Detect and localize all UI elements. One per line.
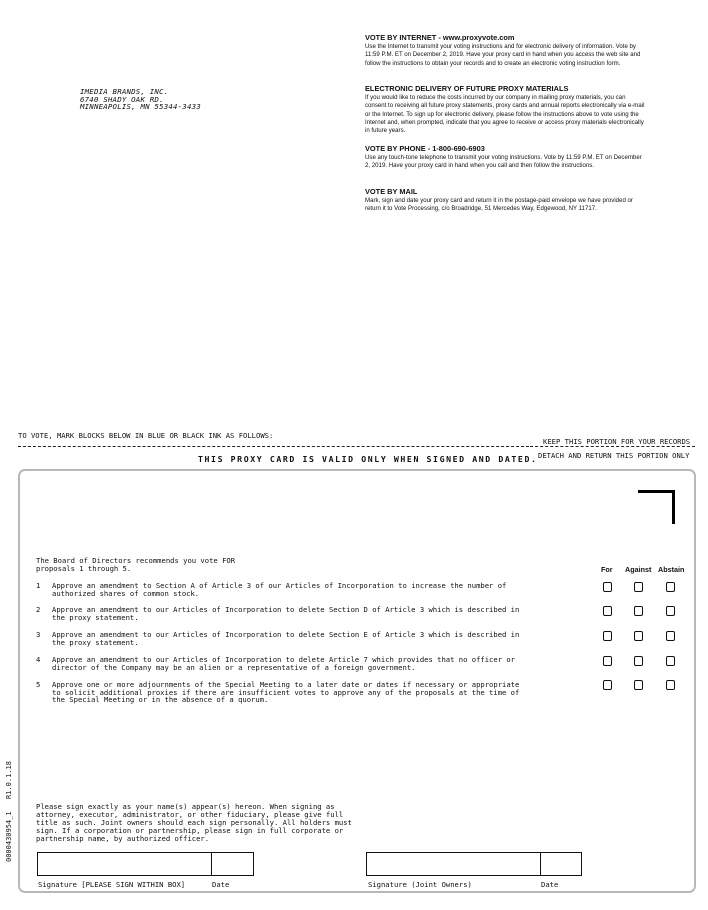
joint-signature-box[interactable]	[366, 852, 541, 876]
vote-mail-title: VOTE BY MAIL	[365, 187, 418, 196]
revision-code: R1.0.1.18	[5, 761, 13, 799]
proposal-1-for-checkbox[interactable]	[603, 582, 612, 592]
proposal-3-against-checkbox[interactable]	[634, 631, 643, 641]
registration-corner-mark	[638, 490, 675, 524]
signature-date-box[interactable]	[211, 852, 254, 876]
column-abstain: Abstain	[658, 565, 685, 574]
proposal-number: 4	[36, 655, 41, 664]
valid-notice: THIS PROXY CARD IS VALID ONLY WHEN SIGNED AND DATED.	[198, 454, 538, 464]
vote-mail-body: Mark, sign and date your proxy card and return it in the postage-paid envelope we have provided or return it to Vote Processing, c/o Broadridge, 51 Mercedes Way, Edgewood, NY 11717.	[365, 197, 633, 213]
detach-portion-label: DETACH AND RETURN THIS PORTION ONLY	[538, 451, 690, 460]
detach-line-right	[530, 446, 695, 447]
proposal-1-against-checkbox[interactable]	[634, 582, 643, 592]
column-against: Against	[625, 565, 652, 574]
signature-box[interactable]	[37, 852, 212, 876]
vote-internet-title: VOTE BY INTERNET - www.proxyvote.com	[365, 33, 515, 42]
proposal-2-for-checkbox[interactable]	[603, 606, 612, 616]
proposal-text: Approve an amendment to our Articles of Incorporation to delete Article 7 which provides that no officer or director of the Company may be an alien or a representative of a foreign government.	[52, 655, 516, 672]
marking-instructions: TO VOTE, MARK BLOCKS BELOW IN BLUE OR BLACK INK AS FOLLOWS:	[18, 431, 274, 440]
proposal-5-abstain-checkbox[interactable]	[666, 680, 675, 690]
detach-line	[18, 446, 529, 447]
proposal-4-abstain-checkbox[interactable]	[666, 656, 675, 666]
proposal-number: 3	[36, 630, 41, 639]
vote-phone-body: Use any touch-tone telephone to transmit your voting instructions. Vote by 11:59 P.M. ET on December 2, 2019. Have your proxy card in hand when you call and then follow the instructions.	[365, 154, 642, 170]
proposal-text: Approve one or more adjournments of the Special Meeting to a later date or dates if necessary or appropriate to solicit additional proxies if there are insufficient votes to approve any of the proposals at the time of the Special Meeting or in the absence of a quorum.	[52, 680, 520, 705]
proposal-number: 2	[36, 605, 41, 614]
address-line-1: IMEDIA BRANDS, INC.	[80, 87, 169, 96]
vote-phone-title: VOTE BY PHONE - 1-800-690-6903	[365, 144, 485, 153]
electronic-delivery-body: If you would like to reduce the costs incurred by our company in mailing proxy materials, you can consent to receiving all future proxy statements, proxy cards and annual reports electronically via e-mail or the Internet. To sign up for electronic delivery, please follow the instructions above to vote using the Internet and, when prompted, indicate that you agree to receive or access proxy materials electronically in future years.	[365, 94, 645, 135]
joint-signature-date-label: Date	[541, 880, 559, 889]
vote-by-mail-section	[365, 187, 647, 214]
electronic-delivery-title: ELECTRONIC DELIVERY OF FUTURE PROXY MATERIALS	[365, 84, 569, 93]
signature-date-label: Date	[212, 880, 230, 889]
proposal-4-against-checkbox[interactable]	[634, 656, 643, 666]
company-address	[80, 88, 201, 111]
signature-instructions: Please sign exactly as your name(s) appear(s) hereon. When signing as attorney, executor, administrator, or other fiduciary, please give full title as such. Joint owners should each sign personally. All holders must sign. If a corporation or partnership, please sign in full corporate or partnership name, by authorized officer.	[36, 802, 352, 843]
proposal-5-for-checkbox[interactable]	[603, 680, 612, 690]
proposal-4-for-checkbox[interactable]	[603, 656, 612, 666]
proposal-2-abstain-checkbox[interactable]	[666, 606, 675, 616]
address-line-3: MINNEAPOLIS, MN 55344-3433	[80, 102, 201, 112]
signature-label: Signature [PLEASE SIGN WITHIN BOX]	[38, 880, 186, 889]
electronic-delivery-section	[365, 84, 647, 135]
joint-signature-label: Signature (Joint Owners)	[368, 880, 472, 889]
proposal-3-for-checkbox[interactable]	[603, 631, 612, 641]
proposal-text: Approve an amendment to our Articles of Incorporation to delete Section E of Article 3 which is described in the proxy statement.	[52, 630, 520, 647]
proposal-2-against-checkbox[interactable]	[634, 606, 643, 616]
joint-signature-date-box[interactable]	[540, 852, 582, 876]
column-for: For	[601, 565, 613, 574]
proposal-number: 5	[36, 680, 41, 689]
address-line-2: 6740 SHADY OAK RD.	[80, 94, 164, 104]
proposal-text: Approve an amendment to our Articles of Incorporation to delete Section D of Article 3 which is described in the proxy statement.	[52, 605, 520, 622]
board-recommendation: The Board of Directors recommends you vote FOR proposals 1 through 5.	[36, 556, 236, 573]
proposal-5-against-checkbox[interactable]	[634, 680, 643, 690]
proposal-number: 1	[36, 581, 41, 590]
vote-by-phone-section	[365, 144, 647, 171]
proposal-3-abstain-checkbox[interactable]	[666, 631, 675, 641]
vote-by-internet-section	[365, 33, 647, 68]
side-codes	[2, 754, 18, 864]
proposal-1-abstain-checkbox[interactable]	[666, 582, 675, 592]
keep-portion-label: KEEP THIS PORTION FOR YOUR RECORDS	[543, 437, 691, 446]
proposal-text: Approve an amendment to Section A of Article 3 of our Articles of Incorporation to increase the number of authorized shares of common stock.	[52, 581, 507, 598]
form-code: 0000430954_1	[5, 811, 13, 862]
vote-internet-body: Use the Internet to transmit your voting instructions and for electronic delivery of information. Vote by 11:59 P.M. ET on December 2, 2019. Have your proxy card in hand when you access the web site and follow the instructions to obtain your records and to create an electronic voting instruction form.	[365, 43, 641, 67]
